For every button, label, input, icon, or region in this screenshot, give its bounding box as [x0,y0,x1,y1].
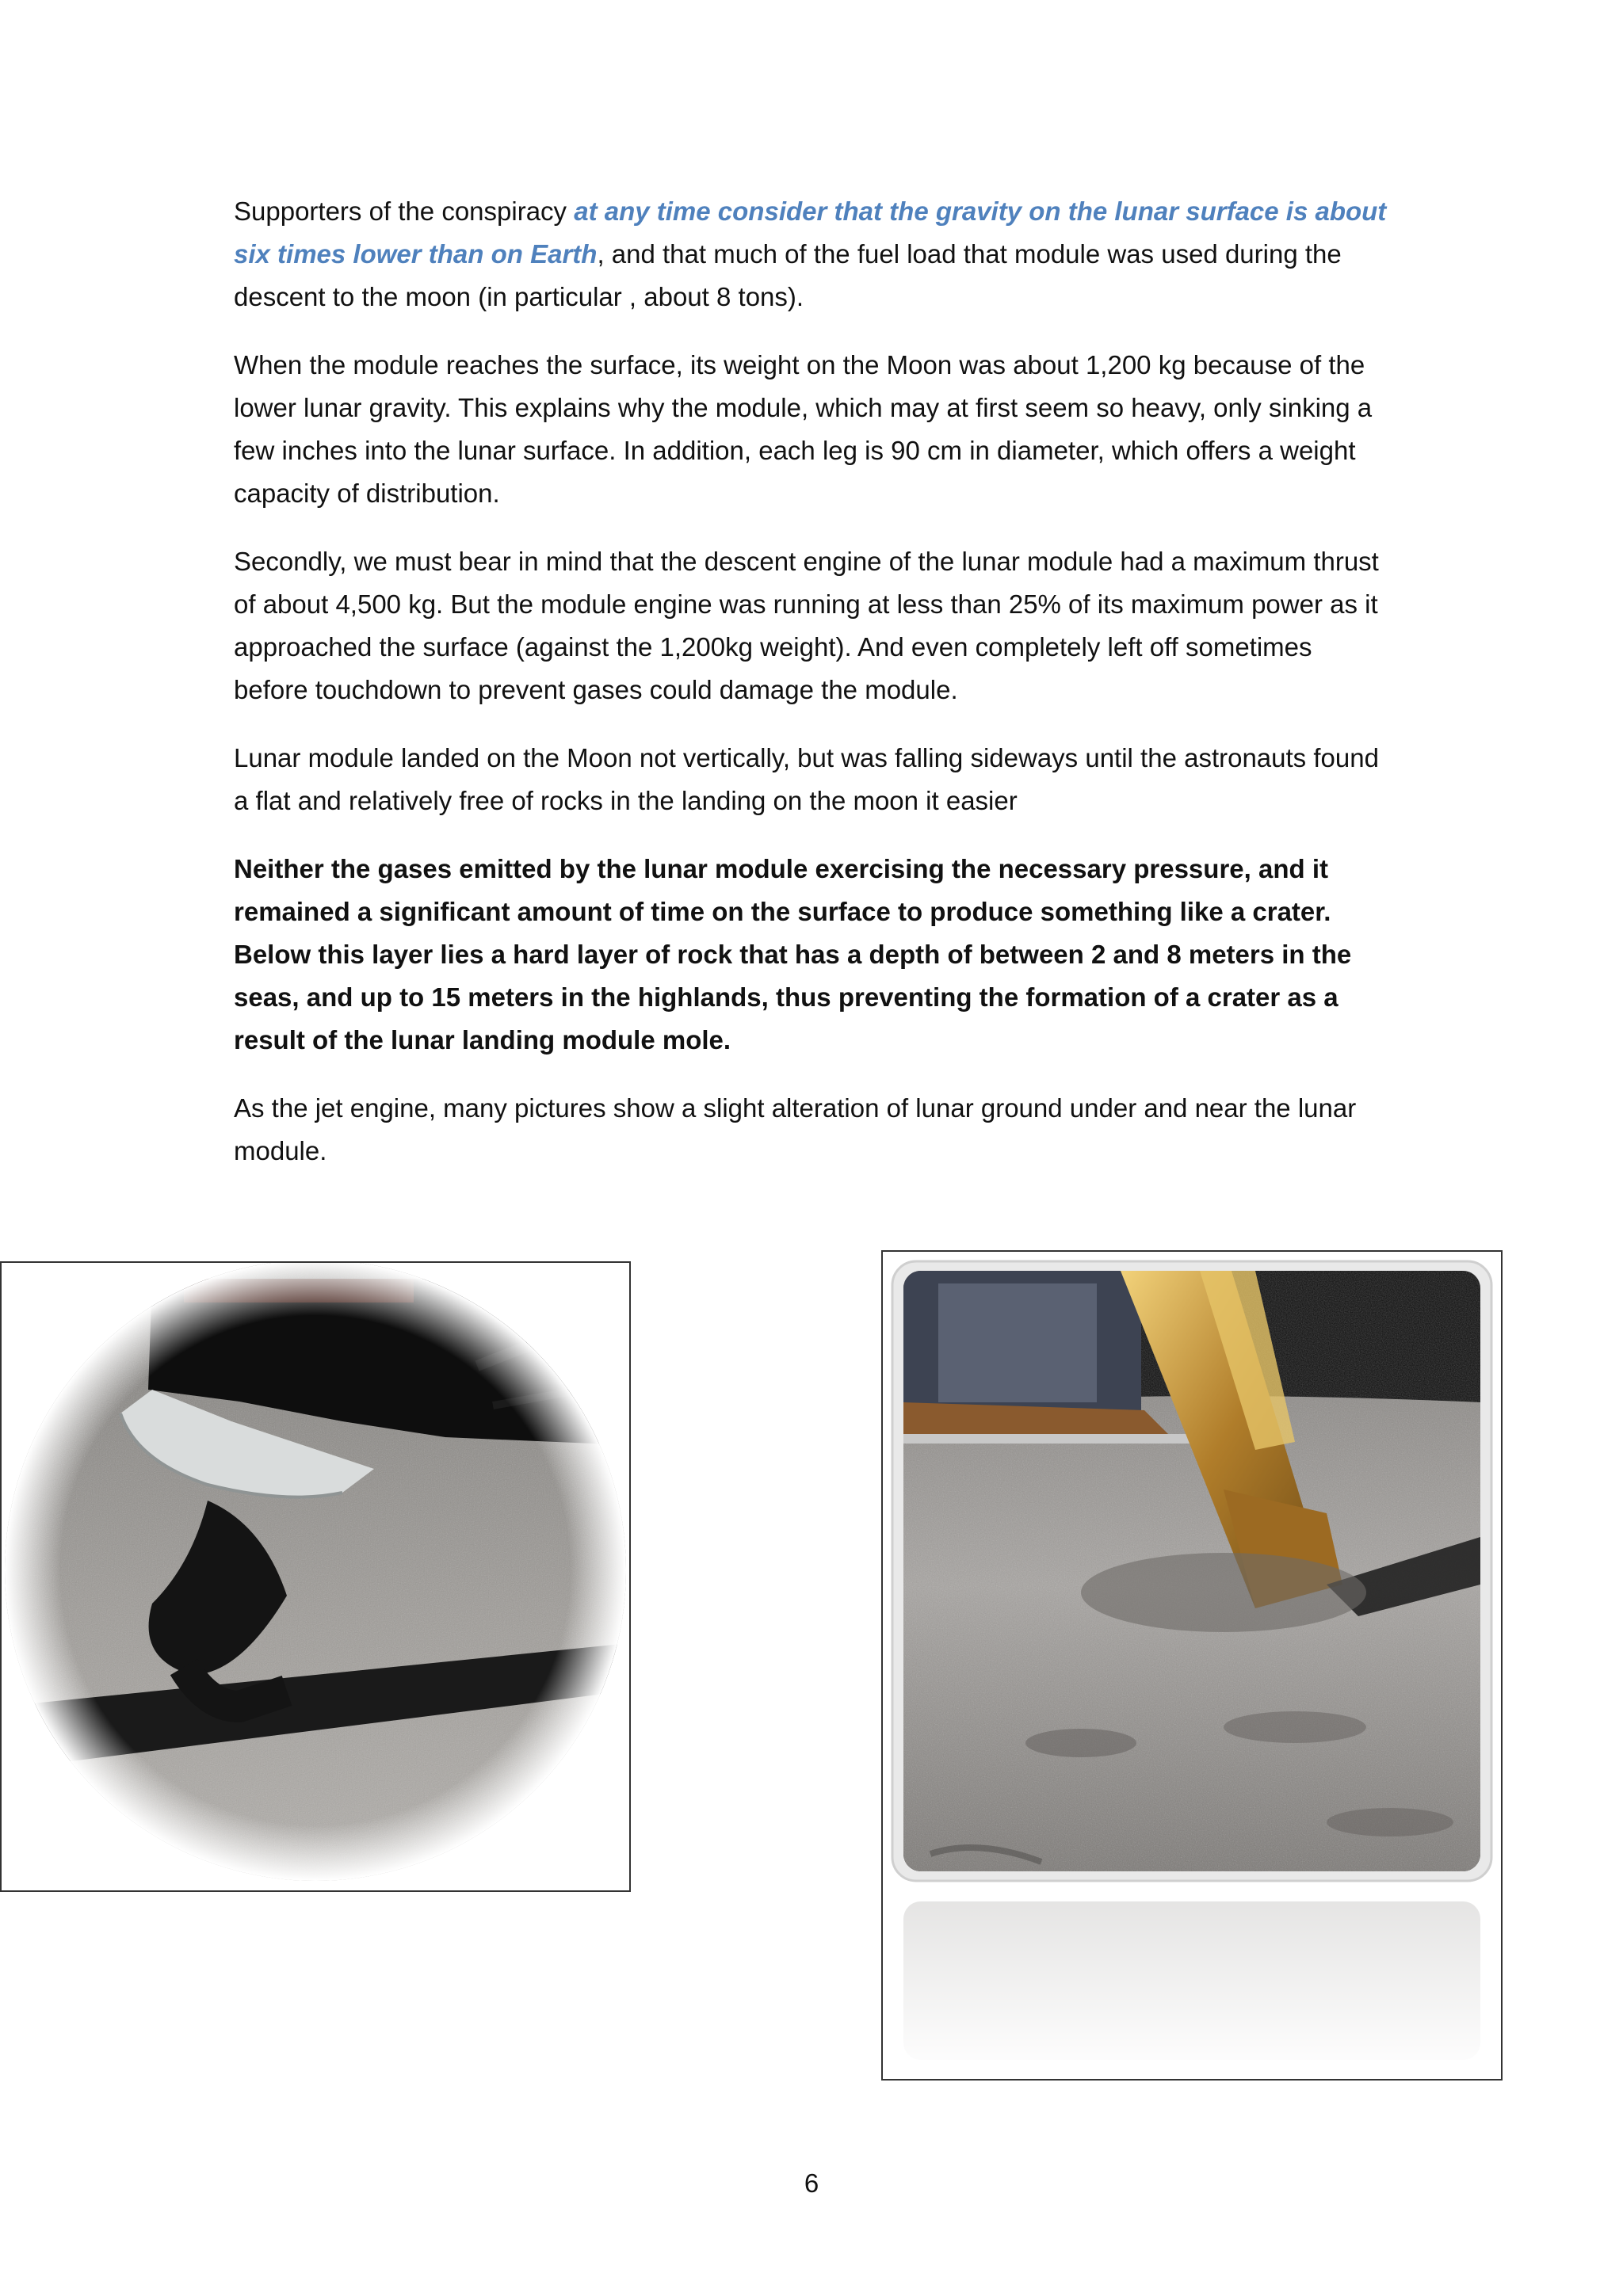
body-text [234,190,1391,1198]
paragraph-6: As the jet engine, many pictures show a slight alteration of lunar ground under and near the lunar module. [234,1093,1357,1165]
paragraph-2: When the module reaches the surface, its weight on the Moon was about 1,200 kg because of the lower lunar gravity. This explains why the module, which may at first seem so heavy, only sinking a few inches into the lunar surface. In addition, each leg is 90 cm in diameter, which offers a weight capacity of distribution. [234,350,1373,508]
paragraph-1 [234,190,1391,318]
lunar-module-leg-photo [883,1252,1501,2079]
lunar-footpad-photo [2,1263,629,1890]
page-number: 6 [804,2168,819,2198]
paragraph-1-highlight: at any time consider that the gravity on the lunar surface is about six times lower than on Earth [234,196,1387,269]
paragraph-5: Neither the gases emitted by the lunar module exercising the necessary pressure, and it remained a significant amount of time on the surface to produce something like a crater. Below this layer lies a hard layer of rock that has a depth of between 2 and 8 meters in the seas, and up to 15 meters in the highlands, thus preventing the formation of a crater as a result of the lunar landing module mole. [234,854,1352,1055]
lunar-footpad-photo-frame [0,1261,631,1892]
paragraph-1-end: , and that much of the fuel load that module was used during the descent to the moon (in particular , about 8 tons). [234,239,1342,311]
paragraph-4: Lunar module landed on the Moon not vertically, but was falling sideways until the astronauts found a flat and relatively free of rocks in the landing on the moon it easier [234,743,1379,815]
paragraph-3: Secondly, we must bear in mind that the descent engine of the lunar module had a maximum thrust of about 4,500 kg. But the module engine was running at less than 25% of its maximum power as it approached the surface (against the 1,200kg weight). And even completely left off sometimes before touchdown to prevent gases could damage the module. [234,547,1379,704]
lunar-module-leg-photo-frame [881,1250,1503,2081]
paragraph-1-start: Supporters of the conspiracy [234,196,575,226]
